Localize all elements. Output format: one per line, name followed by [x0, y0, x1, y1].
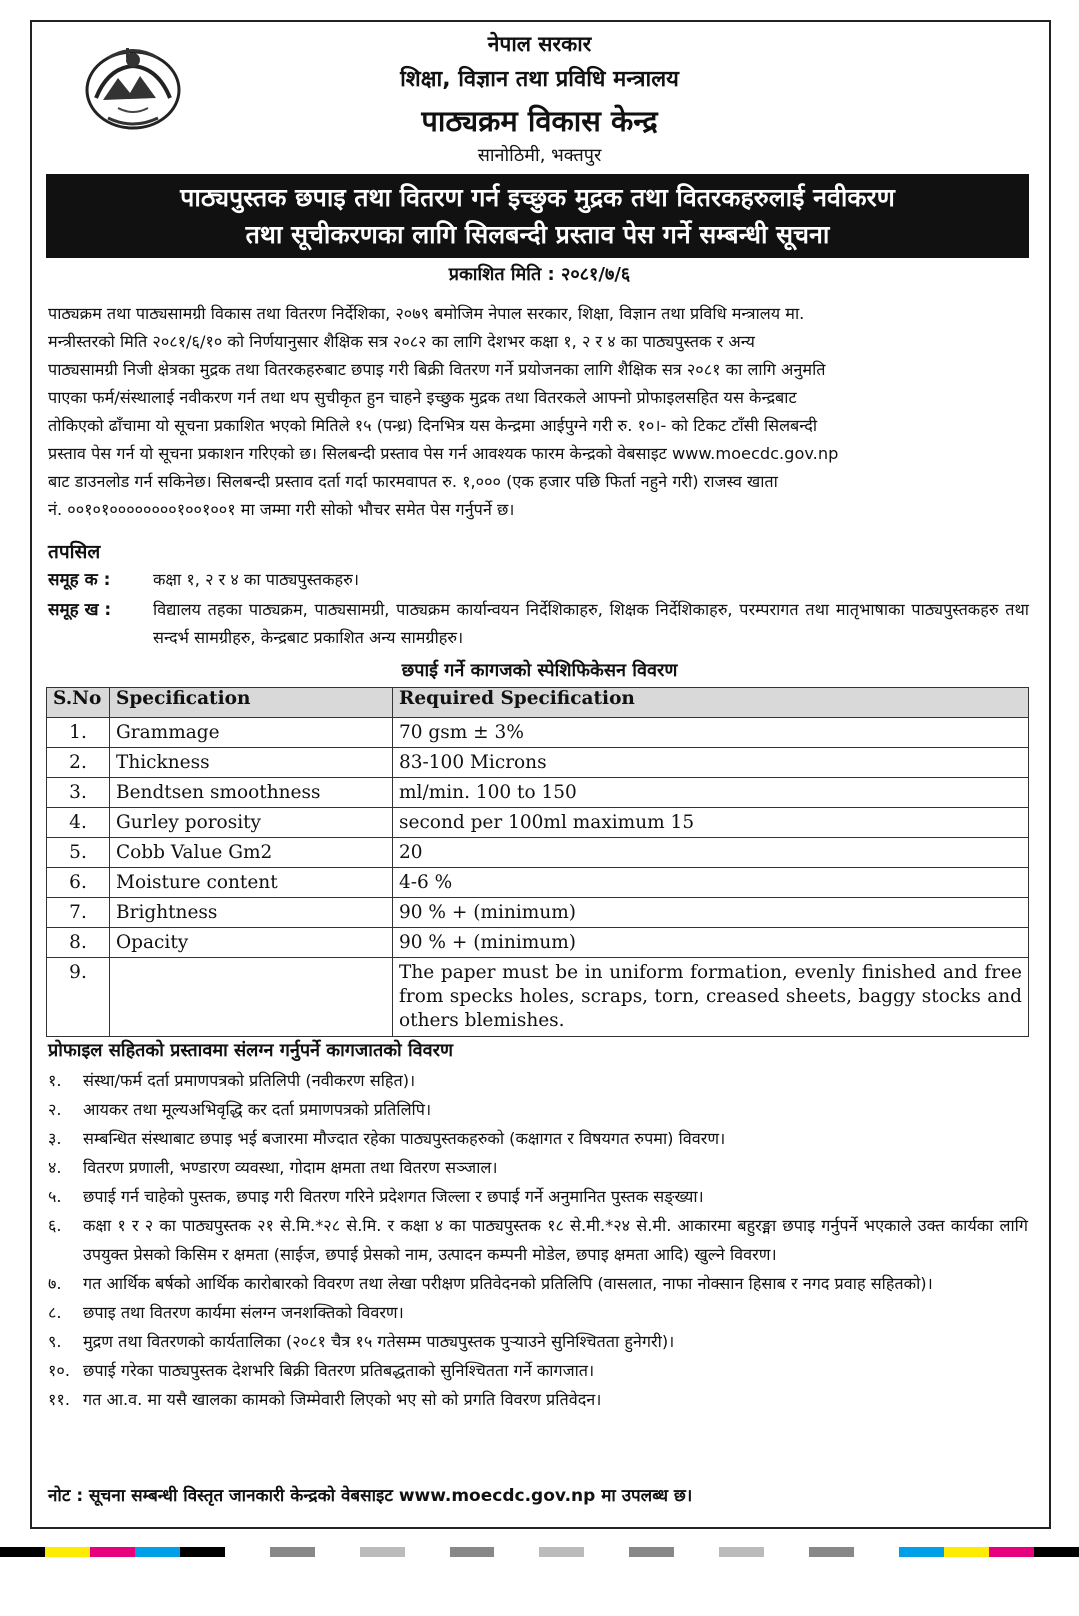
list-item-text: आयकर तथा मूल्यअभिवृद्धि कर दर्ता प्रमाणपत्रको प्रतिलिपि। [83, 1100, 432, 1119]
table-row [47, 898, 1029, 928]
cell-specification: Cobb Value Gm2 [110, 838, 393, 868]
cell-required: 20 [393, 838, 1029, 868]
table-row [47, 838, 1029, 868]
cell-required: The paper must be in uniform formation, evenly finished and free from specks holes, scraps, torn, creased sheets, baggy stocks and others blemishes. [393, 958, 1029, 1037]
list-item-number: ८. [48, 1303, 62, 1322]
documents-list [48, 1066, 1028, 1414]
cell-required: ml/min. 100 to 150 [393, 778, 1029, 808]
list-item [48, 1182, 1028, 1211]
list-item [48, 1211, 1028, 1269]
list-item [48, 1298, 1028, 1327]
col-header-specification: Specification [110, 688, 393, 718]
list-item-text: छपाई गर्न चाहेको पुस्तक, छपाइ गरी वितरण गरिने प्रदेशगत जिल्ला र छपाई गर्ने अनुमानित पुस्तक सङ्ख्या। [83, 1187, 704, 1206]
schedule-heading: तपसिल [48, 541, 101, 563]
cell-sno: 8. [47, 928, 110, 958]
cell-sno: 7. [47, 898, 110, 928]
list-item-text: संस्था/फर्म दर्ता प्रमाणपत्रको प्रतिलिपी (नवीकरण सहित)। [83, 1071, 416, 1090]
list-item-number: ६. [48, 1216, 62, 1235]
cell-required: 90 % + (minimum) [393, 928, 1029, 958]
list-item-text: सम्बन्धित संस्थाबाट छपाइ भई बजारमा मौज्दात रहेका पाठ्यपुस्तकहरुको (कक्षागत र विषयगत रुपमा) विवरण। [83, 1129, 726, 1148]
footer-note: नोट : सूचना सम्बन्धी विस्तृत जानकारी केन्द्रको वेबसाइट www.moecdc.gov.np मा उपलब्ध छ। [48, 1486, 693, 1506]
list-item-text: छपाइ तथा वितरण कार्यमा संलग्न जनशक्तिको विवरण। [83, 1303, 404, 1322]
list-item-number: ३. [48, 1129, 62, 1148]
cell-required: 70 gsm ± 3% [393, 718, 1029, 748]
cell-specification [110, 958, 393, 1037]
office-name: पाठ्यक्रम विकास केन्द्र [421, 104, 658, 138]
cell-required: 83-100 Microns [393, 748, 1029, 778]
table-row [47, 718, 1029, 748]
cell-specification: Opacity [110, 928, 393, 958]
intro-paragraph [48, 300, 1028, 524]
cell-specification: Brightness [110, 898, 393, 928]
cell-sno: 2. [47, 748, 110, 778]
list-item-text: वितरण प्रणाली, भण्डारण व्यवस्था, गोदाम क्षमता तथा वितरण सञ्जाल। [83, 1158, 498, 1177]
group-b-description: विद्यालय तहका पाठ्यक्रम, पाठ्यसामग्री, पाठ्यक्रम कार्यान्वयन निर्देशिकाहरु, शिक्षक निर्देशिकाहरु, परम्परागत तथा मातृभाषाका पाठ्यपुस्तकहरु तथा सन्दर्भ सामग्रीहरु, केन्द्रबाट प्रकाशित अन्य सामग्रीहरु। [153, 600, 1029, 647]
cell-required: second per 100ml maximum 15 [393, 808, 1029, 838]
cell-specification: Gurley porosity [110, 808, 393, 838]
cell-sno: 9. [47, 958, 110, 1037]
notice-title-line-2: तथा सूचीकरणका लागि सिलबन्दी प्रस्ताव पेस गर्ने सम्बन्धी सूचना [245, 220, 830, 249]
intro-line: पाएका फर्म/संस्थालाई नवीकरण गर्न तथा थप सुचीकृत हुन चाहने इच्छुक मुद्रक तथा वितरकले आफ्नो प्रोफाइलसहित यस केन्द्रबाट [48, 388, 797, 407]
list-item [48, 1356, 1028, 1385]
intro-line: पाठ्यसामग्री निजी क्षेत्रका मुद्रक तथा वितरकहरुबाट छपाइ गरी बिक्री वितरण गर्ने प्रयोजनका लागि शैक्षिक सत्र २०८१ का लागि अनुमति [48, 360, 826, 379]
cell-sno: 6. [47, 868, 110, 898]
intro-line: पाठ्यक्रम तथा पाठ्यसामग्री विकास तथा वितरण निर्देशिका, २०७९ बमोजिम नेपाल सरकार, शिक्षा, विज्ञान तथा प्रविधि मन्त्रालय मा. [48, 304, 805, 323]
list-item-text: मुद्रण तथा वितरणको कार्यतालिका (२०८१ चैत्र १५ गतेसम्म पाठ्यपुस्तक पुऱ्याउने सुनिश्चितता हुनेगरी)। [83, 1332, 675, 1351]
list-item-number: ९. [48, 1332, 62, 1351]
notice-title-banner [46, 174, 1029, 258]
table-row [47, 868, 1029, 898]
cell-specification: Moisture content [110, 868, 393, 898]
office-address: सानोठिमी, भक्तपुर [477, 145, 602, 166]
list-item [48, 1327, 1028, 1356]
col-header-sno: S.No [47, 688, 110, 718]
col-header-required: Required Specification [393, 688, 1029, 718]
spec-table-title: छपाई गर्ने कागजको स्पेशिफिकेसन विवरण [401, 660, 678, 681]
list-item-text: गत आर्थिक बर्षको आर्थिक कारोबारको विवरण तथा लेखा परीक्षण प्रतिवेदनको प्रतिलिपि (वासलात, नाफा नोक्सान हिसाब र नगद प्रवाह सहितको)। [83, 1274, 933, 1293]
group-b-label: समूह ख : [48, 600, 112, 620]
list-item-number: २. [48, 1100, 62, 1119]
list-item [48, 1269, 1028, 1298]
documents-heading: प्रोफाइल सहितको प्रस्तावमा संलग्न गर्नुपर्ने कागजातको विवरण [48, 1040, 454, 1061]
cell-required: 4-6 % [393, 868, 1029, 898]
cell-sno: 5. [47, 838, 110, 868]
intro-line: नं. ००१०१००००००००१००१००१ मा जम्मा गरी सोको भौचर समेत पेस गर्नुपर्ने छ। [48, 500, 515, 519]
cell-specification: Thickness [110, 748, 393, 778]
intro-line: प्रस्ताव पेस गर्न यो सूचना प्रकाशन गरिएको छ। सिलबन्दी प्रस्ताव पेस गर्न आवश्यक फारम केन्द्रको वेबसाइट www.moecdc.gov.np [48, 444, 839, 463]
list-item-number: ७. [48, 1274, 62, 1293]
list-item-number: ११. [48, 1390, 70, 1409]
notice-title-line-1: पाठ्यपुस्तक छपाइ तथा वितरण गर्न इच्छुक मुद्रक तथा वितरकहरुलाई नवीकरण [180, 183, 895, 212]
list-item-number: ४. [48, 1158, 62, 1177]
cell-specification: Bendtsen smoothness [110, 778, 393, 808]
list-item [48, 1095, 1028, 1124]
list-item-text: गत आ.व. मा यसै खालका कामको जिम्मेवारी लिएको भए सो को प्रगति विवरण प्रतिवेदन। [83, 1390, 602, 1409]
ministry-name: शिक्षा, विज्ञान तथा प्रविधि मन्त्रालय [400, 67, 679, 92]
list-item-text: छपाई गरेका पाठ्यपुस्तक देशभरि बिक्री वितरण प्रतिबद्धताको सुनिश्चितता गर्ने कागजात। [83, 1361, 595, 1380]
list-item [48, 1124, 1028, 1153]
list-item [48, 1066, 1028, 1095]
cell-sno: 1. [47, 718, 110, 748]
list-item [48, 1385, 1028, 1414]
table-row [47, 958, 1029, 1037]
government-name: नेपाल सरकार [487, 32, 592, 56]
table-row [47, 748, 1029, 778]
table-row [47, 808, 1029, 838]
paper-spec-table [46, 687, 1029, 1037]
intro-line: तोकिएको ढाँचामा यो सूचना प्रकाशित भएको मितिले १५ (पन्ध्र) दिनभित्र यस केन्द्रमा आईपुग्ने गरी रु. १०।- को टिकट टाँसी सिलबन्दी [48, 416, 818, 435]
published-date: प्रकाशित मिति : २०८१/७/६ [448, 264, 631, 285]
group-a-label: समूह क : [48, 570, 111, 590]
group-a-description: कक्षा १, २ र ४ का पाठ्यपुस्तकहरु। [153, 570, 359, 589]
list-item-number: १०. [48, 1361, 70, 1380]
table-row [47, 778, 1029, 808]
intro-line: बाट डाउनलोड गर्न सकिनेछ। सिलबन्दी प्रस्ताव दर्ता गर्दा फारमवापत रु. १,००० (एक हजार पछि फिर्ता नहुने गरी) राजस्व खाता [48, 472, 778, 491]
cell-sno: 3. [47, 778, 110, 808]
cell-specification: Grammage [110, 718, 393, 748]
table-header-row [47, 688, 1029, 718]
list-item [48, 1153, 1028, 1182]
cell-sno: 4. [47, 808, 110, 838]
print-color-bar [0, 1547, 1079, 1557]
list-item-text: कक्षा १ र २ का पाठ्यपुस्तक २१ से.मि.*२८ से.मि. र कक्षा ४ का पाठ्यपुस्तक १८ से.मी.*२४ से.मी. आकारमा बहुरङ्मा छपाइ गर्नुपर्ने भएकाले उक्त कार्यका लागि उपयुक्त प्रेसको किसिम र क्षमता (साईज, छपाई प्रेसको नाम, उत्पादन कम्पनी मोडेल, छपाइ क्षमता आदि) खुल्ने विवरण। [83, 1216, 1028, 1264]
list-item-number: ५. [48, 1187, 62, 1206]
table-row [47, 928, 1029, 958]
intro-line: मन्त्रीस्तरको मिति २०८१/६/१० को निर्णयानुसार शैक्षिक सत्र २०८२ का लागि देशभर कक्षा १, २ र ४ का पाठ्यपुस्तक र अन्य [48, 332, 755, 351]
cell-required: 90 % + (minimum) [393, 898, 1029, 928]
list-item-number: १. [48, 1071, 62, 1090]
